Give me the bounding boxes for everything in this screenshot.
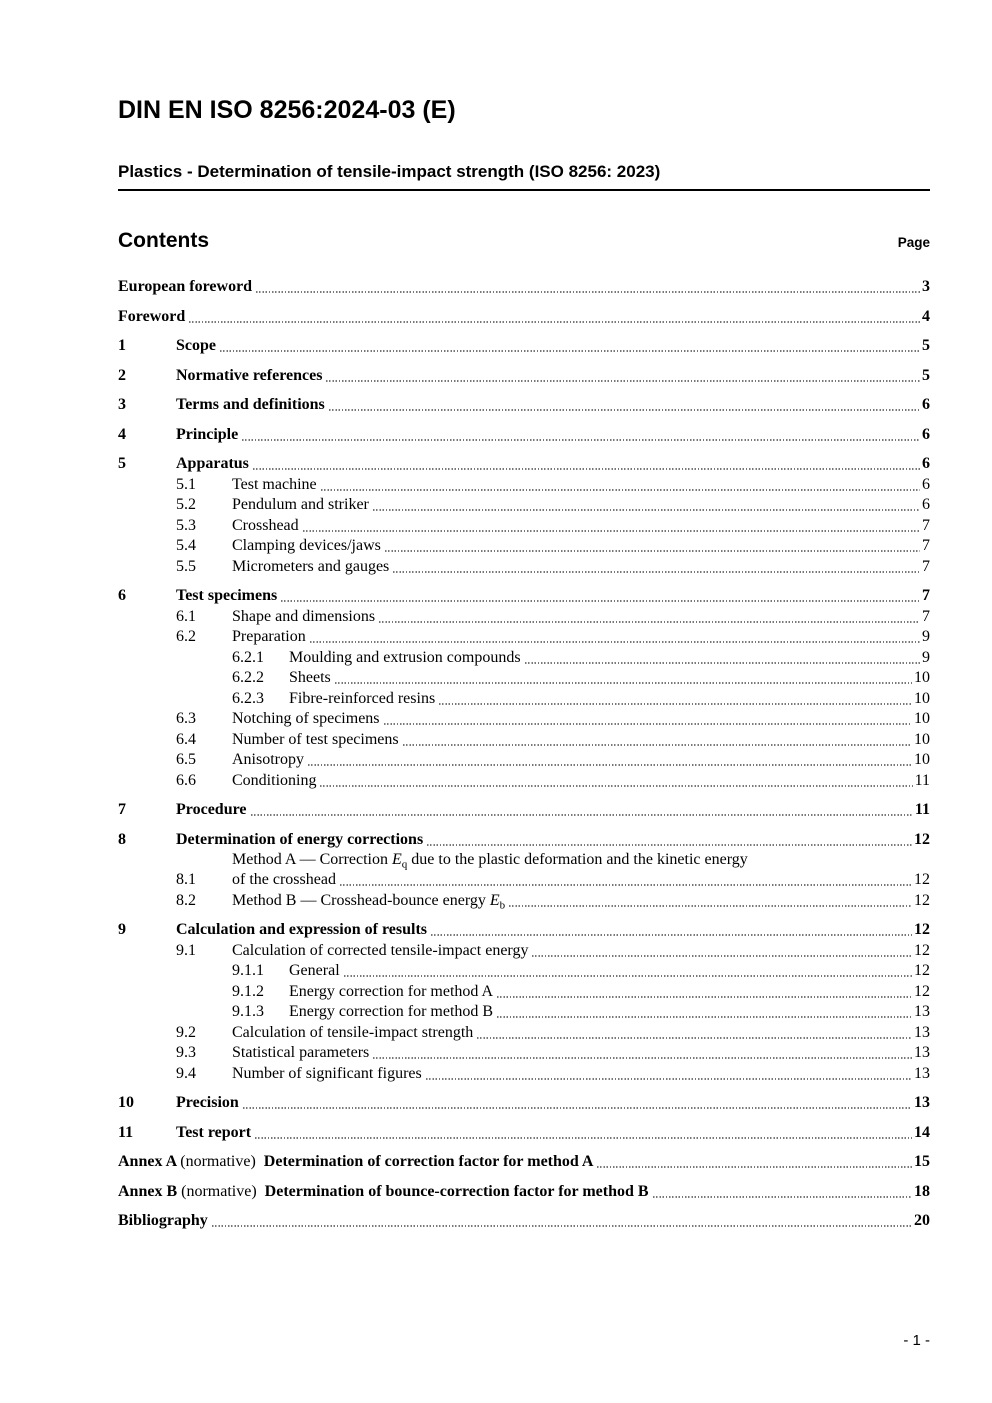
toc-entry-page: 6 [922, 496, 930, 513]
toc-entry-number: 9.1.2 [232, 982, 264, 1000]
toc-entry-title-wrap [232, 870, 914, 890]
toc-entry-number: 9.1 [176, 941, 196, 959]
toc-entry-number: 6.2 [176, 628, 196, 645]
toc-entry-page: 6 [922, 396, 930, 413]
toc-leader [335, 682, 912, 684]
toc-leader [256, 291, 920, 293]
toc-entry[interactable] [118, 1064, 930, 1084]
toc-entry-number: 6.1 [176, 607, 196, 625]
toc-entry-number: 5.4 [176, 537, 196, 554]
toc-leader [379, 621, 920, 623]
toc-leader [393, 571, 920, 573]
toc-entry-title: Determination of energy corrections [176, 830, 424, 848]
toc-entry[interactable] [118, 982, 930, 1002]
toc-entry[interactable] [118, 336, 930, 356]
toc-entry-page: 12 [914, 982, 930, 1000]
toc-entry-page: 15 [914, 1153, 930, 1170]
page-footer [118, 1332, 930, 1349]
toc-leader [403, 744, 912, 746]
toc-entry[interactable] [118, 536, 930, 556]
toc-entry-number: 5.5 [176, 557, 196, 575]
toc-entry-number: 9.3 [176, 1044, 196, 1061]
toc-title-run: (normative) [181, 1182, 257, 1200]
toc-entry-page: 14 [914, 1123, 930, 1141]
toc-leader [509, 905, 912, 907]
toc-leader [384, 723, 912, 725]
toc-entry-number: 9.2 [176, 1023, 196, 1041]
toc-entry[interactable] [118, 1123, 930, 1143]
toc-leader [340, 884, 912, 886]
toc-entry-page: 11 [914, 771, 930, 789]
toc-entry-number: 6.2.2 [232, 669, 264, 686]
toc-entry-number: 8 [118, 830, 126, 848]
document-title: DIN EN ISO 8256:2024-03 (E) [118, 96, 456, 124]
toc-leader [653, 1196, 912, 1198]
toc-title-run: q [401, 858, 408, 871]
toc-entry-title: Scope [176, 337, 216, 354]
toc-leader [385, 550, 920, 552]
toc-entry-page: 7 [922, 587, 930, 604]
toc-entry[interactable] [118, 689, 930, 709]
toc-entry-title-line2: of the crosshead [232, 871, 336, 888]
toc-leader [373, 509, 920, 511]
toc-entry-page: 3 [922, 278, 930, 295]
toc-entry-page: 5 [922, 337, 930, 354]
toc-entry-title: Conditioning [232, 771, 317, 789]
toc-entry[interactable] [118, 750, 930, 770]
toc-entry-page: 20 [914, 1212, 930, 1229]
toc-leader [320, 785, 912, 787]
toc-entry-page: 12 [914, 921, 930, 938]
toc-entry[interactable] [118, 1093, 930, 1113]
toc-entry[interactable] [118, 1023, 930, 1043]
toc-entry-title-block [232, 850, 914, 890]
toc-entry[interactable] [118, 475, 930, 495]
toc-entry-page: 13 [914, 1023, 930, 1041]
toc-entry-page: 12 [914, 891, 930, 909]
toc-entry-page: 13 [914, 1064, 930, 1082]
toc-title-run: Annex A [118, 1153, 181, 1170]
toc-entry[interactable] [118, 941, 930, 961]
toc-entry-title: Crosshead [232, 516, 299, 534]
toc-entry-number: 5.2 [176, 496, 196, 513]
toc-entry-title: Fibre-reinforced resins [289, 689, 436, 707]
page-column-label: Page [897, 235, 930, 250]
toc-entry[interactable] [118, 1043, 930, 1063]
toc-entry[interactable] [118, 668, 930, 688]
toc-leader [344, 975, 912, 977]
toc-entry-number: 2 [118, 366, 126, 384]
toc-title-run: E [391, 851, 402, 868]
toc-leader [326, 380, 920, 382]
toc-leader [253, 468, 920, 470]
toc-entry[interactable] [118, 920, 930, 940]
toc-entry-number: 6.6 [176, 771, 196, 789]
toc-entry-number: 3 [118, 396, 126, 413]
toc-leader [242, 439, 920, 441]
toc-leader [243, 1107, 912, 1109]
toc-entry-title: Energy correction for method A [289, 982, 494, 1000]
toc-entry-title: Moulding and extrusion compounds [289, 648, 521, 666]
toc-title-run: due to the plastic deformation and the kinetic energy [407, 851, 748, 868]
toc-entry-title: Preparation [232, 628, 306, 645]
document-subtitle: Plastics - Determination of tensile-impact strength (ISO 8256: 2023) [118, 162, 930, 191]
toc-leader [281, 600, 920, 602]
contents-header-row [118, 229, 930, 253]
toc-entry-page: 12 [914, 871, 930, 888]
toc-leader [477, 1037, 912, 1039]
toc-entry-title: Shape and dimensions [232, 607, 376, 625]
toc-entry-page: 13 [914, 1094, 930, 1111]
toc-entry-page: 9 [922, 648, 930, 666]
toc-entry[interactable] [118, 1002, 930, 1022]
toc-entry-page: 11 [914, 801, 930, 818]
toc-entry-number: 6.2.3 [232, 689, 264, 707]
toc-entry-page: 6 [922, 455, 930, 472]
toc-entry-page: 7 [922, 557, 930, 575]
toc-entry-title: Notching of specimens [232, 710, 380, 727]
page-number: - 1 - [903, 1332, 930, 1349]
toc-entry-page: 12 [914, 830, 930, 848]
toc-entry[interactable] [118, 454, 930, 474]
toc-leader [431, 934, 912, 936]
toc-leader [251, 814, 913, 816]
toc-entry[interactable] [118, 516, 930, 536]
toc-leader [212, 1225, 912, 1227]
toc-entry-title: Calculation of tensile-impact strength [232, 1023, 474, 1041]
toc-entry[interactable] [118, 709, 930, 729]
toc-entry-page: 18 [914, 1182, 930, 1200]
toc-entry-title [232, 850, 914, 870]
toc-entry-title: Sheets [289, 669, 331, 686]
toc-entry[interactable] [118, 961, 930, 981]
toc-entry-title: Test machine [232, 475, 317, 493]
toc-leader [532, 955, 912, 957]
toc-entry-title: Bibliography [118, 1212, 208, 1229]
toc-entry[interactable] [118, 830, 930, 850]
toc-entry-title: Procedure [176, 801, 247, 818]
toc-title-run: b [499, 899, 506, 911]
toc-entry[interactable] [118, 648, 930, 668]
toc-entry-page: 5 [922, 366, 930, 384]
toc-entry-title: Test specimens [176, 587, 278, 604]
toc-entry[interactable] [118, 495, 930, 515]
toc-entry-title: Energy correction for method B [289, 1003, 494, 1020]
toc-leader [373, 1057, 912, 1059]
document-page [118, 0, 930, 1231]
toc-entry-title: Micrometers and gauges [232, 557, 390, 575]
toc-entry-page: 13 [914, 1044, 930, 1061]
toc-title-run: Annex B [118, 1182, 182, 1200]
toc-entry[interactable] [118, 557, 930, 577]
toc-entry-number: 6 [118, 587, 126, 604]
toc-entry-page: 10 [914, 751, 930, 768]
toc-entry[interactable] [118, 800, 930, 820]
toc-entry[interactable] [118, 1182, 930, 1202]
toc-entry-number: 1 [118, 337, 126, 354]
toc-entry-page: 6 [922, 425, 930, 443]
toc-entry[interactable] [118, 1152, 930, 1172]
contents-heading: Contents [118, 229, 209, 252]
toc-leader [220, 350, 920, 352]
toc-entry-number: 6.5 [176, 751, 196, 768]
toc-entry[interactable] [118, 1211, 930, 1231]
toc-leader [497, 996, 912, 998]
toc-leader [308, 764, 912, 766]
toc-entry-title: Precision [176, 1094, 239, 1111]
toc-entry-title: Foreword [118, 307, 186, 325]
toc-entry-number: 5.3 [176, 516, 196, 534]
toc-leader [497, 1016, 912, 1018]
toc-entry-page: 13 [914, 1003, 930, 1020]
toc-entry-number: 9 [118, 921, 126, 938]
toc-entry-number: 9.1.3 [232, 1003, 264, 1020]
toc-entry-title [232, 891, 505, 911]
toc-entry-number: 5 [118, 455, 126, 472]
toc-entry-title: Number of test specimens [232, 730, 399, 748]
toc-entry-title: General [289, 962, 340, 979]
toc-entry-page: 12 [914, 962, 930, 979]
toc-title-run: Method B — Crosshead-bounce energy [232, 891, 490, 909]
toc-entry-page: 6 [922, 475, 930, 493]
toc-entry-page: 9 [922, 628, 930, 645]
toc-entry[interactable] [118, 395, 930, 415]
toc-title-run: Determination of correction factor for method A [255, 1153, 594, 1170]
toc-title-run: Method A — Correction [232, 851, 392, 868]
toc-entry-page: 10 [914, 669, 930, 686]
toc-title-run: E [489, 891, 500, 909]
toc-entry[interactable] [118, 586, 930, 606]
toc-entry-title: Statistical parameters [232, 1044, 370, 1061]
toc-entry[interactable] [118, 607, 930, 627]
toc-entry-title: Anisotropy [232, 751, 304, 768]
toc-leader [427, 844, 912, 846]
toc-entry[interactable] [118, 771, 930, 791]
toc-entry-title: Normative references [176, 366, 323, 384]
toc-entry-number: 9.4 [176, 1064, 196, 1082]
toc-entry[interactable] [118, 425, 930, 445]
toc-entry-number: 6.3 [176, 710, 196, 727]
toc-entry-number: 8.1 [176, 871, 196, 888]
toc-entry[interactable] [118, 850, 930, 890]
toc-entry[interactable] [118, 277, 930, 297]
toc-leader [310, 641, 920, 643]
toc-leader [189, 321, 920, 323]
toc-entry-title [118, 1182, 649, 1202]
toc-leader [321, 489, 920, 491]
toc-entry-page: 4 [922, 307, 930, 325]
toc-leader [303, 530, 920, 532]
toc-entry[interactable] [118, 891, 930, 911]
toc-entry-title: Pendulum and striker [232, 496, 369, 513]
toc-entry-title: Principle [176, 425, 239, 443]
toc-entry-title: European foreword [118, 278, 253, 295]
toc-leader [255, 1137, 912, 1139]
toc-entry[interactable] [118, 307, 930, 327]
toc-entry-number: 9.1.1 [232, 962, 264, 979]
toc-leader [525, 662, 920, 664]
toc-entry[interactable] [118, 366, 930, 386]
toc-entry-page: 7 [922, 537, 930, 554]
toc-entry-title: Apparatus [176, 455, 249, 472]
toc-entry-title: Calculation and expression of results [176, 921, 427, 938]
toc-entry-number: 7 [118, 801, 126, 818]
toc-entry-number: 11 [118, 1123, 134, 1141]
toc-entry-number: 6.2.1 [232, 648, 264, 666]
toc-leader [426, 1078, 912, 1080]
toc-entry-number: 5.1 [176, 475, 196, 493]
toc-leader [439, 703, 912, 705]
toc-title-run: Determination of bounce-correction factor for method B [256, 1182, 649, 1200]
toc-entry-title: Test report [176, 1123, 252, 1141]
toc-entry-page: 10 [914, 689, 930, 707]
toc-entry-title [118, 1152, 593, 1172]
toc-entry-number: 10 [118, 1094, 134, 1111]
toc-entry-title: Clamping devices/jaws [232, 537, 381, 554]
toc-entry-title: Calculation of corrected tensile-impact energy [232, 941, 529, 959]
toc-entry-number: 4 [118, 425, 126, 443]
toc-entry-number: 6.4 [176, 730, 196, 748]
toc-leader [329, 409, 920, 411]
toc-title-run: (normative) [180, 1153, 256, 1170]
toc-entry-page: 10 [914, 730, 930, 748]
toc-entry-page: 12 [914, 941, 930, 959]
toc-entry-page: 10 [914, 710, 930, 727]
toc-list [118, 277, 930, 1231]
toc-entry-title: Terms and definitions [176, 396, 325, 413]
toc-entry-page: 7 [922, 607, 930, 625]
toc-entry-number: 8.2 [176, 891, 196, 909]
toc-entry-title: Number of significant figures [232, 1064, 422, 1082]
toc-entry[interactable] [118, 730, 930, 750]
toc-leader [597, 1166, 912, 1168]
toc-entry-page: 7 [922, 516, 930, 534]
toc-entry[interactable] [118, 627, 930, 647]
